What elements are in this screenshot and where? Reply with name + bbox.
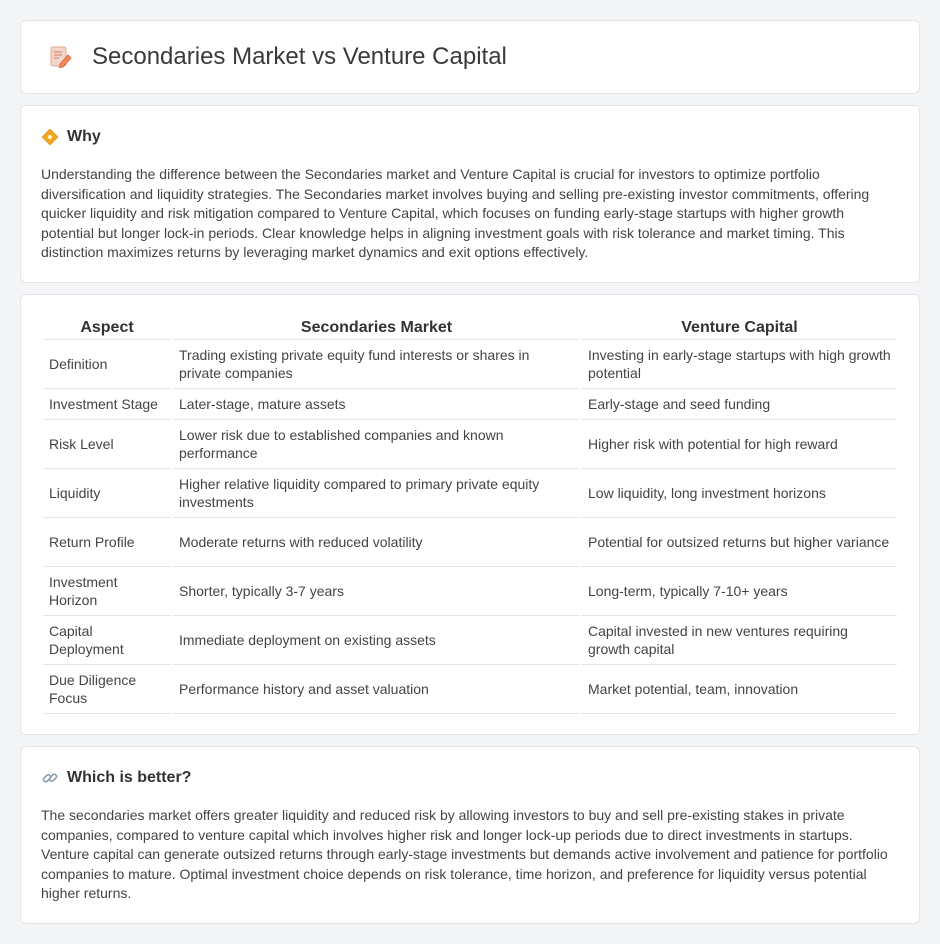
why-text: Understanding the difference between the Secondaries market and Venture Capital is crucial for investors to optimize portfolio diversification and liquidity strategies. The Secondaries market involves buying and selling pre-existing investor commitments, offering quicker liquidity and risk mitigation compared to Venture Capital, which focuses on funding early-stage startups with higher growth potential but longer lock-in periods. Clear knowledge helps in aligning investment goals with risk tolerance and market timing. This distinction maximizes returns by leveraging market dynamics and exit options effectively. [41,166,870,261]
which-is-better-section [20,746,920,924]
table-cell-secondaries: Lower risk due to established companies and known performance [173,420,580,469]
column-header-aspect: Aspect [43,315,171,340]
table-cell-secondaries: Later-stage, mature assets [173,389,580,420]
page-title: Secondaries Market vs Venture Capital [92,43,507,70]
better-text: The secondaries market offers greater liquidity and reduced risk by allowing investors to buy and sell pre-existing stakes in private companies, compared to venture capital which involves higher risk and longer lock-up periods due to direct investments in startups. Venture capital can generate outsized returns through early-stage investments but demands active involvement and patience for portfolio companies to mature. Optimal investment choice depends on risk tolerance, time horizon, and preference for liquidity versus potential higher returns. [41,807,888,902]
column-header-venture: Venture Capital [582,315,897,340]
table-cell-venture: Higher risk with potential for high reward [582,420,897,469]
diamond-icon [41,128,59,146]
table-row [43,469,897,518]
better-title: Which is better? [67,769,192,786]
table-cell-aspect: Investment Stage [43,389,171,420]
table-cell-venture: Potential for outsized returns but higher variance [582,518,897,567]
table-row [43,665,897,714]
table-cell-venture: Early-stage and seed funding [582,389,897,420]
comparison-table [41,315,899,714]
table-cell-secondaries: Immediate deployment on existing assets [173,616,580,665]
table-cell-aspect: Liquidity [43,469,171,518]
table-cell-aspect: Risk Level [43,420,171,469]
why-section [20,105,920,283]
table-cell-secondaries: Shorter, typically 3-7 years [173,567,580,616]
table-row [43,340,897,389]
table-cell-aspect: Return Profile [43,518,171,567]
table-cell-venture: Low liquidity, long investment horizons [582,469,897,518]
header-card [20,20,920,94]
table-cell-venture: Capital invested in new ventures requiring growth capital [582,616,897,665]
table-row [43,389,897,420]
table-cell-venture: Investing in early-stage startups with high growth potential [582,340,897,389]
table-cell-secondaries: Moderate returns with reduced volatility [173,518,580,567]
table-cell-secondaries: Performance history and asset valuation [173,665,580,714]
table-cell-venture: Market potential, team, innovation [582,665,897,714]
table-header-row [43,315,897,340]
table-row [43,420,897,469]
comparison-table-card [20,294,920,735]
table-cell-aspect: Investment Horizon [43,567,171,616]
table-row [43,518,897,567]
table-cell-secondaries: Trading existing private equity fund interests or shares in private companies [173,340,580,389]
why-title: Why [67,128,101,145]
why-heading [41,128,899,146]
table-cell-venture: Long-term, typically 7-10+ years [582,567,897,616]
table-cell-aspect: Capital Deployment [43,616,171,665]
link-icon [41,769,59,787]
table-row [43,616,897,665]
table-row [43,567,897,616]
column-header-secondaries: Secondaries Market [173,315,580,340]
better-heading [41,769,899,787]
document-pencil-icon [46,43,74,71]
table-cell-secondaries: Higher relative liquidity compared to primary private equity investments [173,469,580,518]
table-cell-aspect: Due Diligence Focus [43,665,171,714]
table-cell-aspect: Definition [43,340,171,389]
